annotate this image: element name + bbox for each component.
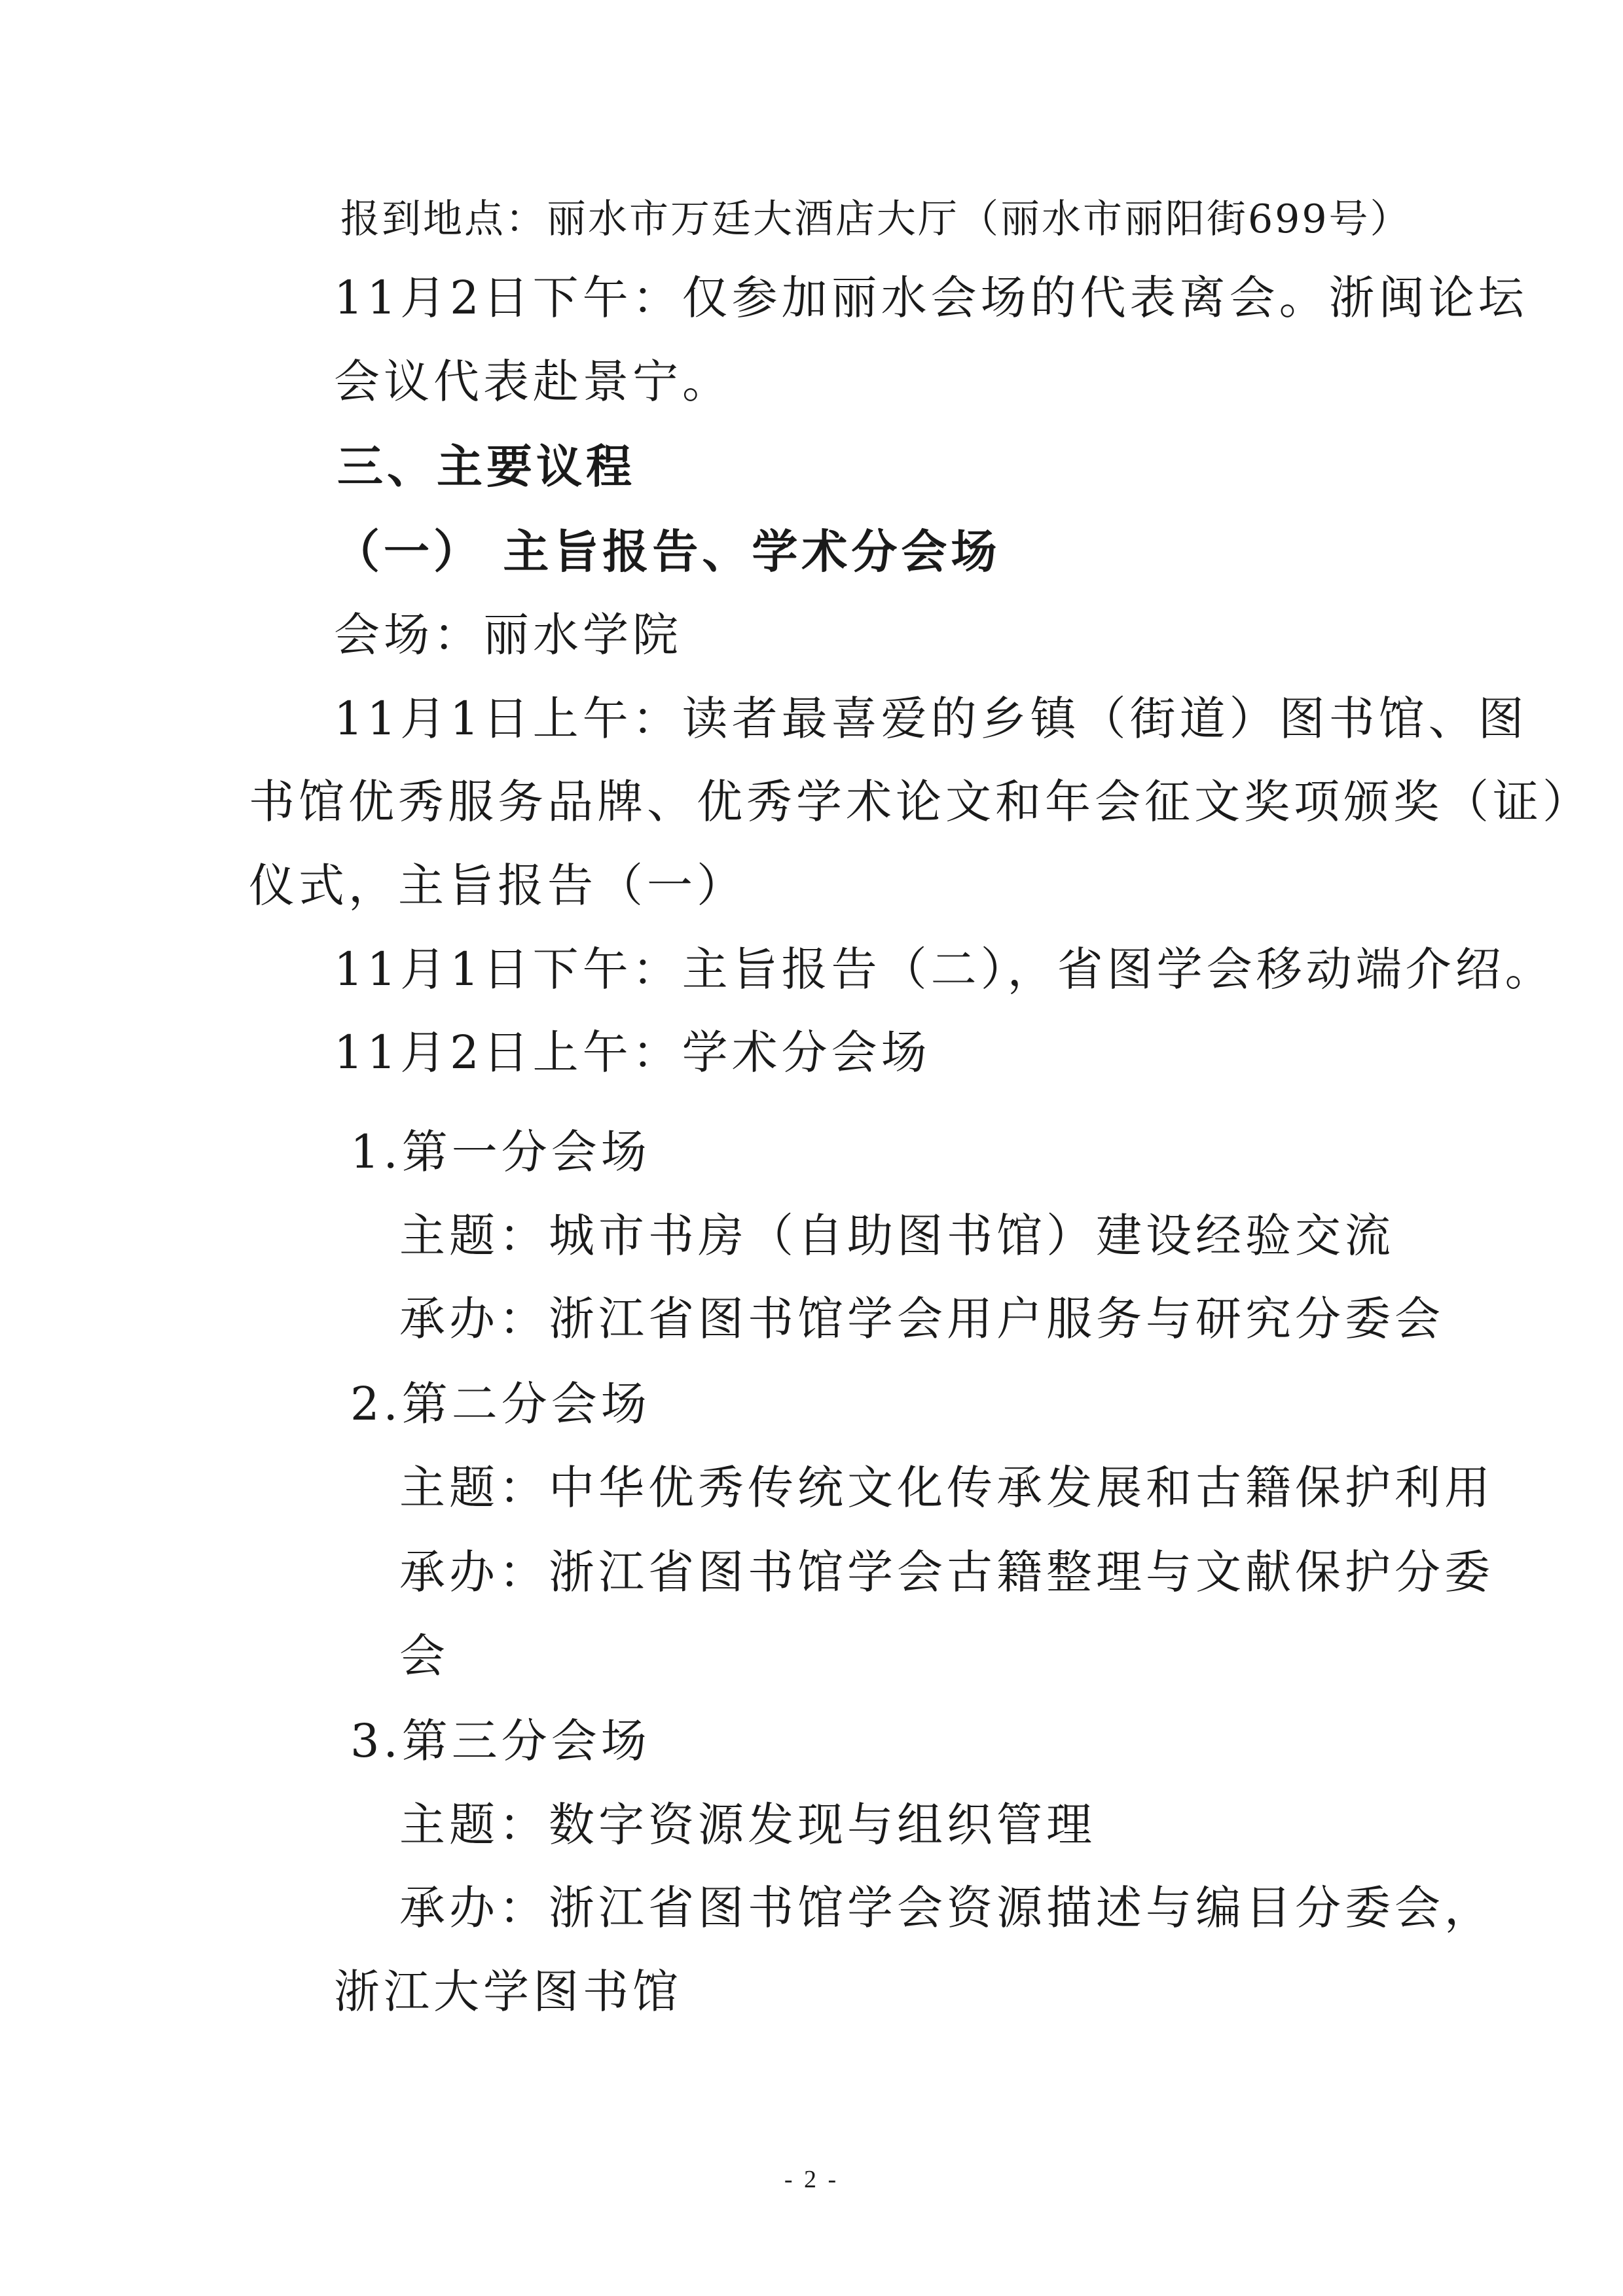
- session-2-host: 承办：浙江省图书馆学会古籍整理与文献保护分委: [399, 1545, 1494, 1599]
- departure-note: 11月2日下午：仅参加丽水会场的代表离会。浙闽论坛: [334, 271, 1528, 325]
- schedule-nov1-pm: 11月1日下午：主旨报告（二），省图学会移动端介绍。: [334, 942, 1555, 996]
- schedule-nov1-am-cont2: 仪式，主旨报告（一）: [249, 859, 746, 912]
- session-2-host-cont: 会: [399, 1629, 449, 1683]
- schedule-nov2-am: 11月2日上午：学术分会场: [334, 1026, 931, 1079]
- session-1-title: 1.第一分会场: [350, 1125, 651, 1179]
- session-3-host-cont: 浙江大学图书馆: [334, 1965, 682, 2018]
- session-3-host: 承办：浙江省图书馆学会资源描述与编目分委会，: [399, 1881, 1494, 1935]
- schedule-nov1-am-cont: 书馆优秀服务品牌、优秀学术论文和年会征文奖项颁奖（证）: [249, 775, 1592, 829]
- session-3-theme: 主题：数字资源发现与组织管理: [399, 1798, 1096, 1852]
- session-1-theme: 主题：城市书房（自助图书馆）建设经验交流: [399, 1209, 1395, 1263]
- schedule-nov1-am: 11月1日上午：读者最喜爱的乡镇（街道）图书馆、图: [334, 692, 1528, 745]
- session-2-title: 2.第二分会场: [350, 1377, 651, 1431]
- departure-note-cont: 会议代表赴景宁。: [334, 355, 732, 408]
- subsection-heading-keynote: （一） 主旨报告、学术分会场: [334, 525, 1001, 579]
- session-3-title: 3.第三分会场: [350, 1714, 651, 1768]
- session-2-theme: 主题：中华优秀传统文化传承发展和古籍保护利用: [399, 1461, 1494, 1515]
- page-number: - 2 -: [784, 2166, 839, 2193]
- session-1-host: 承办：浙江省图书馆学会用户服务与研究分委会: [399, 1292, 1444, 1346]
- section-heading-agenda: 三、主要议程: [337, 440, 636, 493]
- registration-location: 报到地点：丽水市万廷大酒店大厅（丽水市丽阳街699号）: [340, 196, 1412, 242]
- venue-line: 会场：丽水学院: [334, 608, 682, 662]
